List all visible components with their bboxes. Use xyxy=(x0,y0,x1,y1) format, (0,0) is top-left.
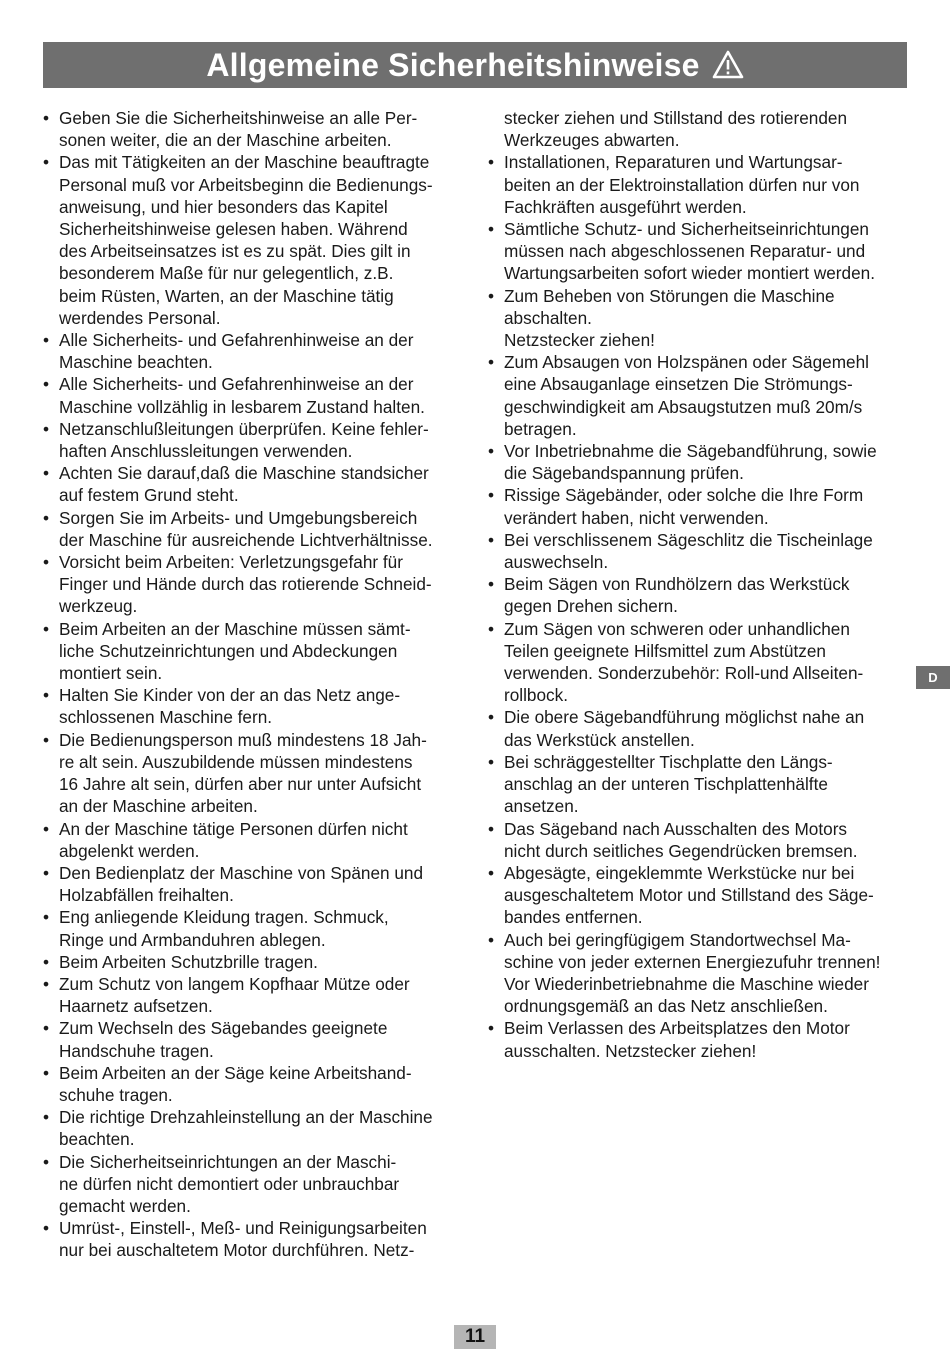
list-item xyxy=(43,951,468,973)
language-tab: D xyxy=(916,666,950,689)
list-item xyxy=(43,551,468,618)
list-item-line: liche Schutzeinrichtungen und Abdeckungen xyxy=(59,640,398,661)
list-item xyxy=(43,462,468,506)
list-item xyxy=(43,618,468,685)
list-item-line: • Alle Sicherheits- und Gefahrenhinweise an der xyxy=(59,374,414,395)
list-item-line: Fachkräften ausgeführt werden. xyxy=(504,196,747,217)
list-item-line: • Geben Sie die Sicherheitshinweise an alle Per- xyxy=(59,108,418,128)
list-item-line: gegen Drehen sichern. xyxy=(504,596,678,617)
list-item xyxy=(488,440,913,484)
list-item-line: auswechseln. xyxy=(504,552,609,573)
list-item-line: • Zum Schutz von langem Kopfhaar Mütze oder xyxy=(59,973,410,994)
list-item-line: schlossenen Maschine fern. xyxy=(59,707,273,728)
list-item-line: • Abgesägte, eingeklemmte Werkstücke nur bei xyxy=(504,862,855,883)
list-item-line: die Sägebandspannung prüfen. xyxy=(504,463,744,484)
list-item-line: • Beim Verlassen des Arbeitsplatzes den Motor xyxy=(504,1018,850,1039)
list-item-line: • Die Bedienungsperson muß mindestens 18 Jah- xyxy=(59,729,427,750)
list-item-line: beachten. xyxy=(59,1129,135,1150)
list-item-line: nicht durch seitliches Gegendrücken bremsen. xyxy=(504,840,858,861)
list-item-line: • Auch bei geringfügigem Standortwechsel Ma- xyxy=(504,929,851,950)
list-item-line: • Alle Sicherheits- und Gefahrenhinweise an der xyxy=(59,330,414,351)
safety-list-left xyxy=(43,107,468,1262)
list-item xyxy=(488,285,913,352)
list-item-line: werkzeug. xyxy=(59,596,138,617)
list-item-line: müssen nach abgeschlossenen Reparatur- und xyxy=(504,241,866,262)
list-item-line: • Das Sägeband nach Ausschalten des Motors xyxy=(504,818,848,839)
list-item xyxy=(43,507,468,551)
list-item-line: bandes entfernen. xyxy=(504,907,643,928)
list-item-line: Personal muß vor Arbeitsbeginn die Bedienungs- xyxy=(59,174,433,195)
list-item xyxy=(43,906,468,950)
list-item-line: • Halten Sie Kinder von der an das Netz ange- xyxy=(59,685,401,706)
list-item-line: Holzabfällen freihalten. xyxy=(59,885,234,906)
list-item-line: • Den Bedienplatz der Maschine von Spänen und xyxy=(59,862,424,883)
list-item-line: Vor Wiederinbetriebnahme die Maschine wieder xyxy=(504,973,869,994)
list-item xyxy=(43,107,468,151)
list-item-line: Ringe und Armbanduhren ablegen. xyxy=(59,929,326,950)
list-item-line: re alt sein. Auszubildende müssen mindestens xyxy=(59,751,413,772)
list-item-line: abgelenkt werden. xyxy=(59,840,200,861)
list-item-line: beiten an der Elektroinstallation dürfen nur von xyxy=(504,174,860,195)
list-item xyxy=(488,818,913,862)
list-item-line: rollbock. xyxy=(504,685,568,706)
warning-triangle-icon xyxy=(712,50,744,80)
list-item-line: Handschuhe tragen. xyxy=(59,1040,214,1061)
list-item-line: schine von jeder externen Energiezufuhr trennen! xyxy=(504,951,881,972)
list-item-line: eine Absauganlage einsetzen Die Strömungs- xyxy=(504,374,853,395)
list-item xyxy=(488,529,913,573)
list-item-line: besonderem Maße für nur gelegentlich, z.B. xyxy=(59,263,394,284)
list-item-line: • Sorgen Sie im Arbeits- und Umgebungsbereich xyxy=(59,507,418,528)
list-item-line: • Beim Sägen von Rundhölzern das Werkstück xyxy=(504,574,850,595)
list-item-line: verändert haben, nicht verwenden. xyxy=(504,507,769,528)
list-item xyxy=(488,751,913,818)
list-item-line: • Rissige Sägebänder, oder solche die Ihre Form xyxy=(504,485,864,506)
list-item-line: Teilen geeignete Hilfsmittel zum Abstützen xyxy=(504,640,826,661)
list-item-line: Werkzeuges abwarten. xyxy=(504,130,680,151)
list-item xyxy=(43,1106,468,1150)
list-item-line: • Bei schräggestellter Tischplatte den Längs- xyxy=(504,751,833,772)
list-item xyxy=(43,418,468,462)
list-item-line: stecker ziehen und Stillstand des rotierenden xyxy=(504,108,848,128)
list-item-line: • Beim Arbeiten Schutzbrille tragen. xyxy=(59,951,318,972)
list-item xyxy=(488,929,913,1018)
list-item-line: • Das mit Tätigkeiten an der Maschine beauftragte xyxy=(59,152,430,173)
list-item-line: • Vor Inbetriebnahme die Sägebandführung, sowie xyxy=(504,441,877,462)
list-item xyxy=(488,351,913,440)
list-item xyxy=(43,1151,468,1218)
list-item xyxy=(488,1017,913,1061)
list-item xyxy=(43,684,468,728)
section-title-bar xyxy=(43,42,907,88)
list-item-line: beim Rüsten, Warten, an der Maschine tätig xyxy=(59,285,394,306)
list-item-line: ansetzen. xyxy=(504,796,579,817)
list-item-line: ordnungsgemäß an das Netz anschließen. xyxy=(504,996,828,1017)
list-item xyxy=(43,1217,468,1261)
list-item-line: • Achten Sie darauf,daß die Maschine standsicher xyxy=(59,463,429,484)
list-item xyxy=(43,151,468,329)
list-item xyxy=(488,573,913,617)
list-item xyxy=(43,973,468,1017)
list-item xyxy=(488,862,913,929)
list-item-line: • Die richtige Drehzahleinstellung an der Maschine xyxy=(59,1107,433,1128)
list-item-line: • Eng anliegende Kleidung tragen. Schmuck, xyxy=(59,907,389,928)
list-item-line: auf festem Grund steht. xyxy=(59,485,239,506)
list-item-line: geschwindigkeit am Absaugstutzen muß 20m/s xyxy=(504,396,863,417)
list-item-line: • Sämtliche Schutz- und Sicherheitseinrichtungen xyxy=(504,219,869,240)
list-item-line: abschalten. xyxy=(504,307,592,328)
list-item-line: • Installationen, Reparaturen und Wartungsar- xyxy=(504,152,843,173)
list-item-line: des Arbeitseinsatzes ist es zu spät. Dies gilt in xyxy=(59,241,411,262)
list-item-line: Maschine vollzählig in lesbarem Zustand halten. xyxy=(59,396,425,417)
list-item-line: • An der Maschine tätige Personen dürfen nicht xyxy=(59,818,408,839)
list-item-line: • Zum Wechseln des Sägebandes geeignete xyxy=(59,1018,388,1039)
list-item-line: Maschine beachten. xyxy=(59,352,213,373)
list-item-line: schuhe tragen. xyxy=(59,1084,173,1105)
list-item-line: gemacht werden. xyxy=(59,1195,191,1216)
list-item-line: • Netzanschlußleitungen überprüfen. Keine fehler- xyxy=(59,418,429,439)
list-item-line: ne dürfen nicht demontiert oder unbrauchbar xyxy=(59,1173,400,1194)
list-item-line: anschlag an der unteren Tischplattenhälfte xyxy=(504,774,828,795)
list-item-line: haften Anschlussleitungen verwenden. xyxy=(59,441,353,462)
list-item-line: 16 Jahre alt sein, dürfen aber nur unter Aufsicht xyxy=(59,774,422,795)
list-item-line: das Werkstück anstellen. xyxy=(504,729,695,750)
list-item-line: ausgeschaltetem Motor und Stillstand des Säge- xyxy=(504,885,874,906)
list-item-line: • Bei verschlissenem Sägeschlitz die Tischeinlage xyxy=(504,529,873,550)
list-item-line: verwenden. Sonderzubehör: Roll-und Allseiten- xyxy=(504,663,864,684)
list-item-line: der Maschine für ausreichende Lichtverhältnisse. xyxy=(59,529,433,550)
list-item-line: • Umrüst-, Einstell-, Meß- und Reinigungsarbeiten xyxy=(59,1218,427,1239)
list-item xyxy=(488,618,913,707)
list-item-line: • Die Sicherheitseinrichtungen an der Maschi- xyxy=(59,1151,397,1172)
list-item-line: ausschalten. Netzstecker ziehen! xyxy=(504,1040,757,1061)
list-item-line: • Beim Arbeiten an der Säge keine Arbeitshand- xyxy=(59,1062,412,1083)
list-item-line: Haarnetz aufsetzen. xyxy=(59,996,213,1017)
list-item-line: • Zum Beheben von Störungen die Maschine xyxy=(504,285,835,306)
list-item-line: Finger und Hände durch das rotierende Schneid- xyxy=(59,574,432,595)
list-item-line: Wartungsarbeiten sofort wieder montiert werden. xyxy=(504,263,875,284)
list-item xyxy=(488,706,913,750)
list-item xyxy=(43,862,468,906)
right-column xyxy=(488,107,913,1062)
list-item-line: nur bei auschaltetem Motor durchführen. Netz- xyxy=(59,1240,415,1261)
list-item xyxy=(488,151,913,218)
left-column xyxy=(43,107,468,1262)
list-item xyxy=(488,107,913,151)
list-item xyxy=(43,818,468,862)
list-item-line: an der Maschine arbeiten. xyxy=(59,796,258,817)
list-item-line: betragen. xyxy=(504,418,577,439)
list-item-line: • Vorsicht beim Arbeiten: Verletzungsgefahr für xyxy=(59,552,403,573)
page-title: Allgemeine Sicherheitshinweise xyxy=(206,46,700,83)
list-item xyxy=(43,729,468,818)
page-number: 11 xyxy=(454,1325,496,1349)
list-item xyxy=(488,218,913,285)
list-item-line: • Die obere Sägebandführung möglichst nahe an xyxy=(504,707,865,728)
list-item-line: Sicherheitshinweise gelesen haben. Während xyxy=(59,219,408,240)
list-item-line: montiert sein. xyxy=(59,663,163,684)
list-item-line: anweisung, und hier besonders das Kapitel xyxy=(59,196,388,217)
safety-list-right xyxy=(488,107,913,1062)
list-item xyxy=(43,373,468,417)
list-item-line: • Zum Absaugen von Holzspänen oder Sägemehl xyxy=(504,352,869,373)
list-item-line: werdendes Personal. xyxy=(59,307,221,328)
list-item-line: • Zum Sägen von schweren oder unhandlichen xyxy=(504,618,850,639)
list-item xyxy=(43,1062,468,1106)
list-item xyxy=(43,1017,468,1061)
list-item-line: sonen weiter, die an der Maschine arbeiten. xyxy=(59,130,392,151)
list-item-line: • Beim Arbeiten an der Maschine müssen sämt- xyxy=(59,618,411,639)
list-item xyxy=(488,484,913,528)
list-item xyxy=(43,329,468,373)
list-item-line: Netzstecker ziehen! xyxy=(504,330,655,351)
